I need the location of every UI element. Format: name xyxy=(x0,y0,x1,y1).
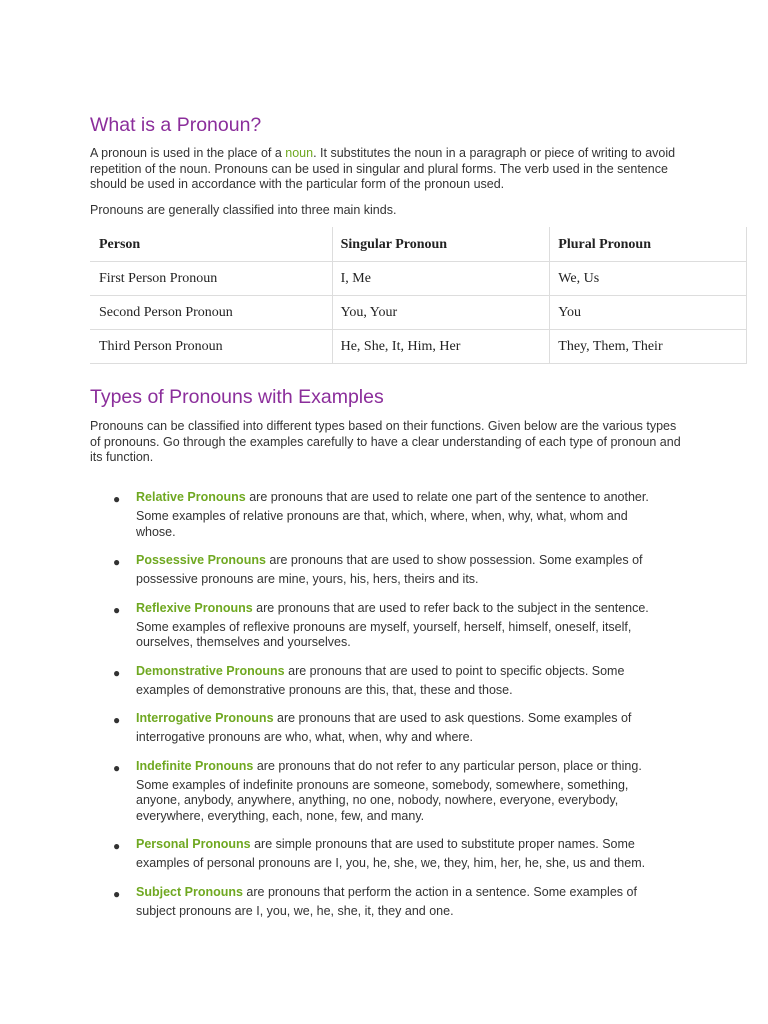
pronoun-types-list xyxy=(90,488,660,919)
list-item xyxy=(90,488,660,540)
item-text-continued: examples of personal pronouns are I, you, he, she, we, they, him, her, he, she, us and them. xyxy=(136,856,646,870)
table-cell: Third Person Pronoun xyxy=(91,330,333,364)
pronoun-intro-paragraph xyxy=(90,146,690,193)
item-text: are pronouns that are used to ask questions. Some examples of xyxy=(273,711,632,725)
table-cell: You xyxy=(550,296,747,330)
reflexive-pronouns-link[interactable]: Reflexive Pronouns xyxy=(136,600,253,615)
bullet-icon: ● xyxy=(113,492,121,506)
table-cell: We, Us xyxy=(550,262,747,296)
section-heading-types-of-pronouns: Types of Pronouns with Examples xyxy=(90,386,384,408)
section-heading-what-is-pronoun: What is a Pronoun? xyxy=(90,114,262,136)
types-intro-paragraph: Pronouns can be classified into different types based on their functions. Given below are the various types of pronouns. Go through the examples carefully to have a clear understanding of each type of pronoun and its function. xyxy=(90,419,681,464)
intro-text-start: A pronoun is used in the place of a xyxy=(90,146,286,160)
possessive-pronouns-link[interactable]: Possessive Pronouns xyxy=(136,553,266,567)
item-text-continued: Some examples of relative pronouns are that, which, where, when, why, what, whom and whose. xyxy=(136,509,628,539)
intro-text-end: . It substitutes the noun in a paragraph or piece of writing to avoid repetition of the noun. Pronouns can be used in singular and plural forms. The verb used in the sentence should be used in accordance with the particular form of the pronoun used. xyxy=(90,146,676,191)
item-text: are pronouns that are used to point to specific objects. Some xyxy=(284,663,625,678)
table-header-cell: Singular Pronoun xyxy=(332,228,550,262)
personal-pronouns-link[interactable]: Personal Pronouns xyxy=(136,837,251,851)
item-text: are pronouns that are used to show possession. Some examples of xyxy=(265,553,643,567)
table-cell: Second Person Pronoun xyxy=(91,296,333,330)
list-item xyxy=(90,709,660,746)
list-item xyxy=(90,551,660,588)
interrogative-pronouns-link[interactable]: Interrogative Pronouns xyxy=(136,711,274,725)
indefinite-pronouns-link[interactable]: Indefinite Pronouns xyxy=(136,758,254,773)
pronoun-person-table xyxy=(90,227,747,364)
table-row xyxy=(91,262,747,296)
bullet-icon: ● xyxy=(113,555,121,569)
subject-pronouns-link[interactable]: Subject Pronouns xyxy=(136,884,243,899)
table-row xyxy=(91,330,747,364)
item-text-continued: examples of demonstrative pronouns are this, that, these and those. xyxy=(136,682,513,697)
list-item xyxy=(90,883,660,920)
list-item xyxy=(90,835,660,872)
list-item xyxy=(90,599,660,651)
table-cell: First Person Pronoun xyxy=(91,262,333,296)
table-header-cell: Person xyxy=(91,228,333,262)
item-text: are simple pronouns that are used to substitute proper names. Some xyxy=(250,837,635,851)
item-text-continued: possessive pronouns are mine, yours, his, hers, theirs and its. xyxy=(136,572,479,586)
table-cell: You, Your xyxy=(332,296,550,330)
list-item xyxy=(90,662,660,699)
item-text: are pronouns that perform the action in a sentence. Some examples of xyxy=(242,884,637,899)
table-header-cell: Plural Pronoun xyxy=(550,228,747,262)
item-text-continued: subject pronouns are I, you, we, he, she, it, they and one. xyxy=(136,903,454,918)
item-text: are pronouns that are used to relate one part of the sentence to another. xyxy=(245,490,649,504)
bullet-icon: ● xyxy=(113,665,121,680)
noun-link[interactable]: noun xyxy=(285,146,314,160)
bullet-icon: ● xyxy=(113,839,121,853)
item-text: are pronouns that are used to refer back to the subject in the sentence. xyxy=(252,600,649,615)
table-header-row xyxy=(91,228,747,262)
table-cell: They, Them, Their xyxy=(550,330,747,364)
item-text-continued: Some examples of indefinite pronouns are someone, somebody, somewhere, something, anyone, anybody, anywhere, anything, no one, nobody, nowhere, everyone, everybody, everywhere, everything, each, none, few, and many. xyxy=(136,777,629,823)
bullet-icon: ● xyxy=(113,886,121,901)
demonstrative-pronouns-link[interactable]: Demonstrative Pronouns xyxy=(136,663,285,678)
item-text-continued: Some examples of reflexive pronouns are myself, yourself, herself, himself, oneself, itself, ourselves, themselves and yourselves. xyxy=(136,619,632,649)
bullet-icon: ● xyxy=(113,713,121,727)
table-row xyxy=(91,296,747,330)
item-text: are pronouns that do not refer to any particular person, place or thing. xyxy=(253,758,642,773)
bullet-icon: ● xyxy=(113,760,121,775)
table-cell: He, She, It, Him, Her xyxy=(332,330,550,364)
kinds-paragraph: Pronouns are generally classified into three main kinds. xyxy=(90,203,397,217)
table-cell: I, Me xyxy=(332,262,550,296)
item-text-continued: interrogative pronouns are who, what, when, why and where. xyxy=(136,730,473,744)
list-item xyxy=(90,757,660,825)
relative-pronouns-link[interactable]: Relative Pronouns xyxy=(136,490,246,504)
bullet-icon: ● xyxy=(113,602,121,617)
